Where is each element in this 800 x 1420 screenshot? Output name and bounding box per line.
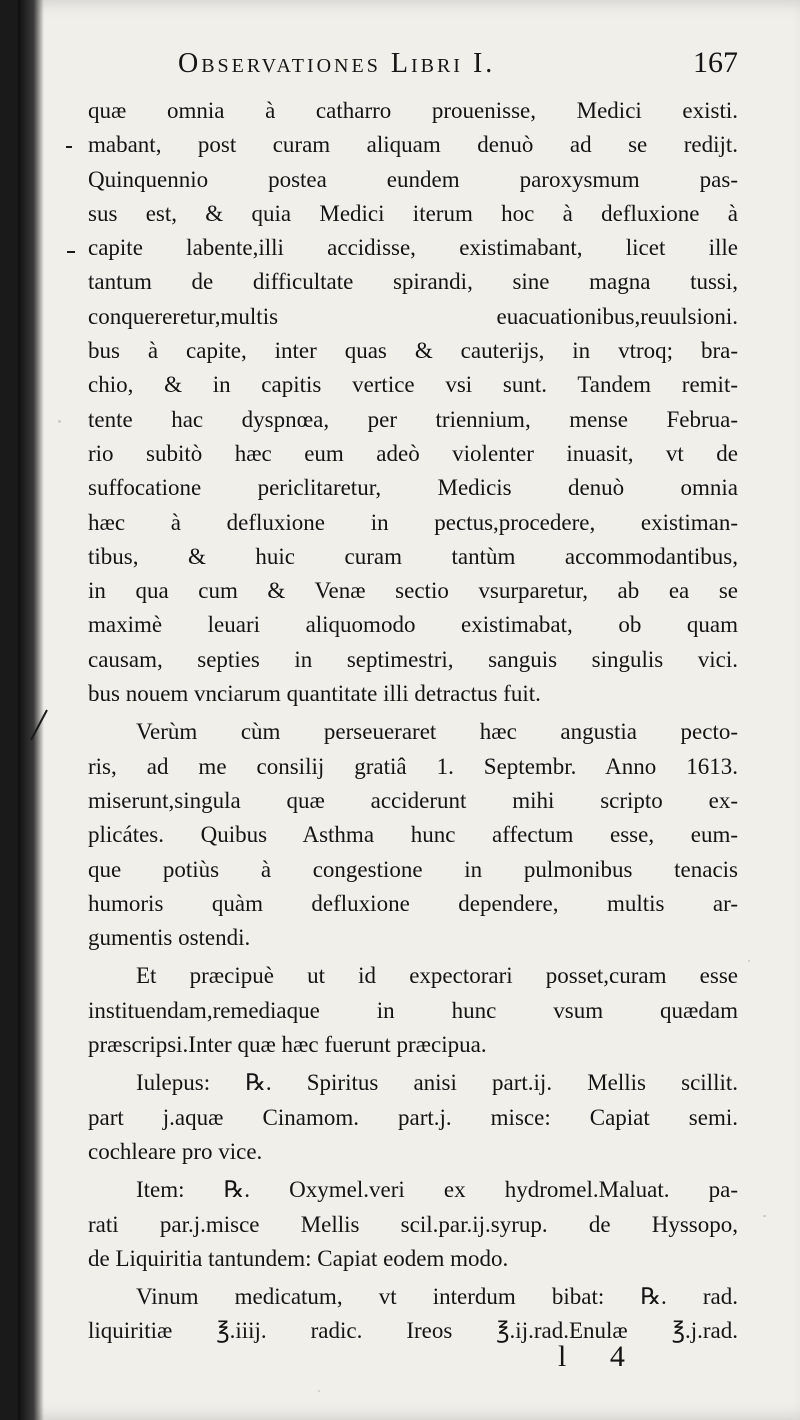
page-gutter-shadow <box>18 0 44 1420</box>
text-line: chio, & in capitis vertice vsi sunt. Tandem remit- <box>88 372 738 398</box>
text-line: hæc à defluxione in pectus,procedere, existiman- <box>88 509 738 535</box>
text-line: præscripsi.Inter quæ hæc fuerunt præcipua. <box>88 1032 487 1058</box>
text-line: tantum de difficultate spirandi, sine magna tussi, <box>88 269 738 295</box>
text-line: miserunt,singula quæ acciderunt mihi scripto ex- <box>88 787 738 813</box>
text-line: in qua cum & Venæ sectio vsurparetur, ab ea se <box>88 578 738 604</box>
running-title: Observationes Libri I. <box>178 48 496 79</box>
text-line: causam, septies in septimestri, sanguis singulis vici. <box>88 646 738 672</box>
text-line: Quinquennio postea eundem paroxysmum pas- <box>88 166 738 192</box>
text-line: capite labente,illi accidisse, existimabant, licet ille <box>88 235 738 261</box>
page-header <box>178 44 738 88</box>
text-line: quæ omnia à catharro prouenisse, Medici existi. <box>88 98 738 123</box>
signature-mark: l 4 <box>558 1340 643 1373</box>
text-line: tente hac dyspnœa, per triennium, mense Februa- <box>88 406 738 432</box>
text-line: bus à capite, inter quas & cauterijs, in vtroq; bra- <box>88 338 738 364</box>
text-line: sus est, & quia Medici iterum hoc à defluxione à <box>88 200 738 226</box>
book-page <box>18 0 800 1420</box>
text-line: Item: ℞. Oxymel.veri ex hydromel.Maluat. pa- <box>136 1177 738 1203</box>
text-line: conquereretur,multis euacuationibus,reuulsioni. <box>88 303 738 329</box>
text-line: ris, ad me consilij gratiâ 1. Septembr. Anno 1613. <box>88 753 738 779</box>
page-number: 167 <box>693 46 738 79</box>
text-line: mabant, post curam aliquam denuò ad se redijt. <box>88 132 738 158</box>
paper-speck <box>318 1390 320 1392</box>
text-line: Vinum medicatum, vt interdum bibat: ℞. rad. <box>136 1284 738 1310</box>
text-line: rati par.j.misce Mellis scil.par.ij.syrup. de Hyssopo, <box>88 1211 738 1237</box>
text-line: part j.aquæ Cinamom. part.j. misce: Capiat semi. <box>88 1104 738 1130</box>
text-line: tibus, & huic curam tantùm accommodantibus, <box>88 543 738 569</box>
paper-speck <box>763 1215 766 1217</box>
text-line: suffocatione periclitaretur, Medicis denuò omnia <box>88 475 738 501</box>
body-text <box>88 94 738 1349</box>
text-line: bus nouem vnciarum quantitate illi detractus fuit. <box>88 681 541 707</box>
text-line: gumentis ostendi. <box>88 925 251 951</box>
text-line: Et præcipuè ut id expectorari posset,curam esse <box>136 963 738 989</box>
margin-mark <box>67 251 75 253</box>
paper-speck <box>58 420 61 423</box>
text-line: plicátes. Quibus Asthma hunc affectum esse, eum- <box>88 822 738 848</box>
text-line: cochleare pro vice. <box>88 1138 263 1164</box>
text-line: instituendam,remediaque in hunc vsum quædam <box>88 997 738 1023</box>
text-line: maximè leuari aliquomodo existimabat, ob quam <box>88 612 738 638</box>
text-line: humoris quàm defluxione dependere, multis ar- <box>88 890 738 916</box>
text-line: que potiùs à congestione in pulmonibus tenacis <box>88 856 738 882</box>
margin-mark <box>66 146 72 148</box>
text-line: rio subitò hæc eum adeò violenter inuasit, vt de <box>88 440 738 466</box>
text-line: liquiritiæ ℥.iiij. radic. Ireos ℥.ij.rad.Enulæ ℥.j.rad. <box>88 1318 738 1344</box>
text-line: Iulepus: ℞. Spiritus anisi part.ij. Mellis scillit. <box>136 1070 738 1096</box>
paper-speck <box>748 960 750 962</box>
text-line: de Liquiritia tantundem: Capiat eodem modo. <box>88 1245 509 1271</box>
text-line: Verùm cùm perseueraret hæc angustia pecto- <box>136 719 738 745</box>
